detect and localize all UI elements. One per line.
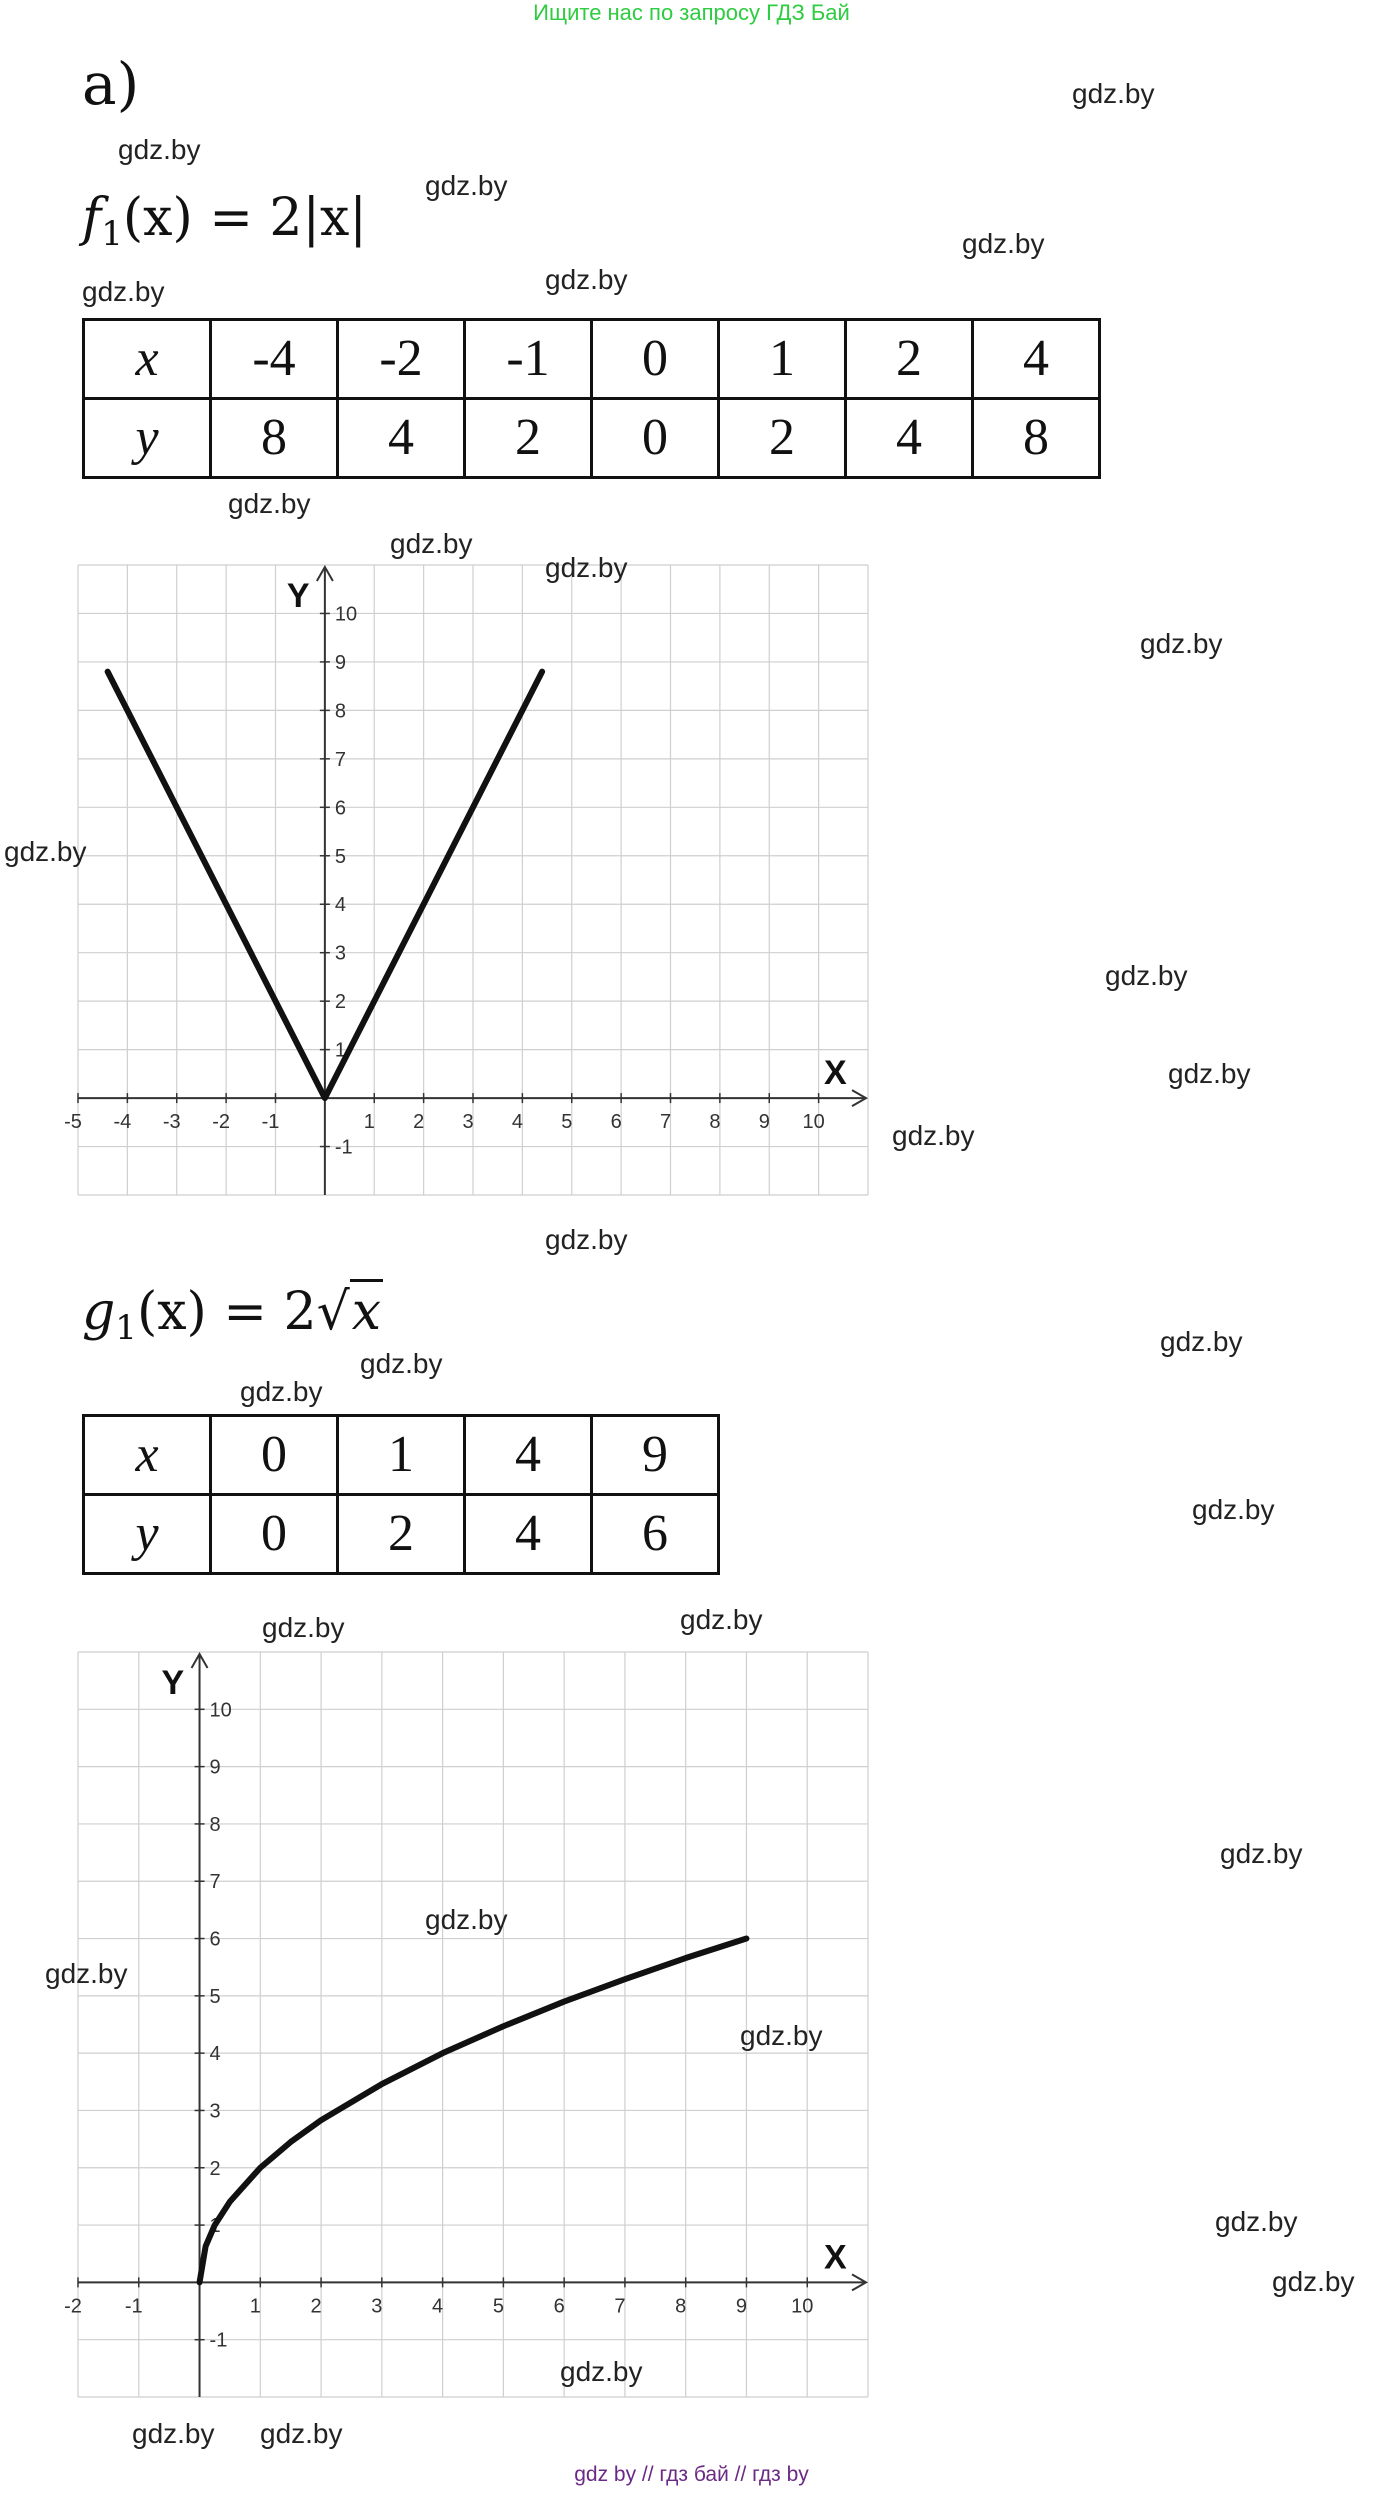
x-tick-label: 5 xyxy=(561,1111,573,1134)
formula-f1-rhs: = 2|x| xyxy=(209,188,367,248)
x-tick-label: -2 xyxy=(64,2295,82,2318)
table-f1-row-x xyxy=(84,320,1100,399)
y-tick-label: -1 xyxy=(334,1136,353,1159)
table-cell: 4 xyxy=(846,399,973,478)
x-tick-label: -3 xyxy=(162,1111,181,1134)
watermark: gdz.by xyxy=(132,2418,215,2449)
table-cell: 9 xyxy=(592,1416,719,1495)
x-tick-label: -4 xyxy=(113,1111,132,1134)
table-cell: 2 xyxy=(719,399,846,478)
watermark: gdz.by xyxy=(1168,1058,1251,1089)
table-cell: 2 xyxy=(846,320,973,399)
watermark: gdz.by xyxy=(4,836,87,867)
table-cell: 4 xyxy=(973,320,1100,399)
watermark: gdz.by xyxy=(1220,1838,1303,1869)
y-tick-label: 9 xyxy=(334,651,346,674)
y-tick-label: 7 xyxy=(209,1871,221,1894)
watermark: gdz.by xyxy=(1192,1494,1275,1525)
table-cell: -2 xyxy=(338,320,465,399)
watermark: gdz.by xyxy=(118,134,201,165)
y-tick-label: 7 xyxy=(334,748,346,771)
table-cell: -1 xyxy=(465,320,592,399)
part-label: а) xyxy=(82,50,140,118)
x-tick-label: 9 xyxy=(735,2295,748,2318)
top-banner[interactable]: Ищите нас по запросу ГДЗ Бай xyxy=(533,0,850,25)
watermark: gdz.by xyxy=(240,1376,323,1407)
x-tick-label: 3 xyxy=(462,1111,474,1134)
watermark: gdz.by xyxy=(360,1348,443,1379)
y-tick-label: 1 xyxy=(334,1039,346,1062)
watermark: gdz.by xyxy=(390,528,473,559)
y-tick-label: 10 xyxy=(209,1699,232,1722)
x-tick-label: -1 xyxy=(261,1111,280,1134)
y-tick-label: 2 xyxy=(334,991,346,1014)
table-f1-x-header: x xyxy=(84,320,211,399)
y-tick-label: 1 xyxy=(209,2215,221,2238)
x-tick-label: 4 xyxy=(511,1111,523,1134)
watermark: gdz.by xyxy=(262,1612,345,1643)
bottom-banner[interactable]: gdz by // гдз бай // гдз by xyxy=(574,2463,809,2486)
x-axis-label: X xyxy=(824,1054,847,1093)
formula-g1-subscript: 1 xyxy=(115,1308,137,1348)
watermark: gdz.by xyxy=(545,552,628,583)
x-tick-label: 7 xyxy=(659,1111,672,1134)
formula-g1-rhs: = 2 xyxy=(223,1282,317,1342)
table-cell: 4 xyxy=(338,399,465,478)
watermark: gdz.by xyxy=(260,2418,343,2449)
table-cell: 2 xyxy=(338,1495,465,1574)
watermark: gdz.by xyxy=(545,1224,628,1255)
formula-g1-name: g xyxy=(82,1282,116,1342)
watermark: gdz.by xyxy=(1272,2266,1355,2297)
watermark: gdz.by xyxy=(425,1904,508,1935)
watermark: gdz.by xyxy=(740,2020,823,2051)
watermark: gdz.by xyxy=(1072,78,1155,109)
x-tick-label: 8 xyxy=(675,2295,687,2318)
table-cell: 0 xyxy=(211,1416,338,1495)
watermark: gdz.by xyxy=(545,264,628,295)
watermark: gdz.by xyxy=(1140,628,1223,659)
table-cell: 2 xyxy=(465,399,592,478)
x-tick-label: 10 xyxy=(802,1111,825,1134)
y-tick-label: 3 xyxy=(334,942,346,965)
x-tick-label: 2 xyxy=(310,2295,322,2318)
watermark: gdz.by xyxy=(82,276,165,307)
table-cell: 1 xyxy=(719,320,846,399)
table-cell: 4 xyxy=(465,1495,592,1574)
formula-f1-name: f xyxy=(82,188,102,248)
table-cell: -4 xyxy=(211,320,338,399)
table-cell: 4 xyxy=(465,1416,592,1495)
table-cell: 8 xyxy=(211,399,338,478)
table-cell: 0 xyxy=(592,320,719,399)
x-tick-label: 6 xyxy=(553,2295,565,2318)
watermark: gdz.by xyxy=(892,1120,975,1151)
x-tick-label: 7 xyxy=(614,2295,626,2318)
table-g1-y-header: y xyxy=(84,1495,211,1574)
table-g1-row-y xyxy=(84,1495,719,1574)
y-tick-label: 3 xyxy=(209,2100,221,2123)
formula-f1 xyxy=(82,188,367,264)
table-cell: 0 xyxy=(592,399,719,478)
x-tick-label: 6 xyxy=(610,1111,622,1134)
y-axis-label: Y xyxy=(286,577,310,615)
watermark: gdz.by xyxy=(962,228,1045,259)
x-tick-label: 5 xyxy=(492,2295,504,2318)
watermark: gdz.by xyxy=(228,488,311,519)
x-tick-label: 4 xyxy=(432,2295,444,2318)
table-cell: 6 xyxy=(592,1495,719,1574)
formula-f1-argument: (x) xyxy=(122,188,193,248)
table-cell: 1 xyxy=(338,1416,465,1495)
x-tick-label: -1 xyxy=(124,2295,143,2318)
y-tick-label: 9 xyxy=(209,1756,221,1779)
table-g1-row-x xyxy=(84,1416,719,1495)
x-tick-label: -2 xyxy=(212,1111,231,1134)
formula-f1-subscript: 1 xyxy=(101,214,123,254)
y-tick-label: 6 xyxy=(209,1928,221,1951)
formula-g1-radicand: x xyxy=(350,1279,383,1342)
y-tick-label: 4 xyxy=(209,2043,221,2066)
watermark: gdz.by xyxy=(680,1604,763,1635)
formula-g1 xyxy=(82,1282,383,1358)
table-f1 xyxy=(82,318,1101,479)
watermark: gdz.by xyxy=(425,170,508,201)
y-tick-label: -1 xyxy=(209,2329,228,2352)
y-tick-label: 2 xyxy=(209,2157,221,2180)
x-tick-label: 9 xyxy=(758,1111,770,1134)
y-tick-label: 8 xyxy=(334,700,346,723)
table-f1-row-y xyxy=(84,399,1100,478)
y-tick-label: 8 xyxy=(209,1813,221,1836)
table-g1-x-header: x xyxy=(84,1416,211,1495)
x-tick-label: 1 xyxy=(363,1111,375,1134)
y-tick-label: 6 xyxy=(334,797,346,820)
table-cell: 0 xyxy=(211,1495,338,1574)
x-tick-label: 2 xyxy=(413,1111,425,1134)
x-axis-label: X xyxy=(824,2238,847,2277)
x-tick-label: 1 xyxy=(249,2295,261,2318)
y-tick-label: 5 xyxy=(334,845,346,868)
sqrt-symbol: √x xyxy=(317,1282,383,1342)
table-f1-y-header: y xyxy=(84,399,211,478)
graph-f1 xyxy=(64,565,878,1205)
watermark: gdz.by xyxy=(1215,2206,1298,2237)
watermark: gdz.by xyxy=(1105,960,1188,991)
table-cell: 8 xyxy=(973,399,1100,478)
watermark: gdz.by xyxy=(1160,1326,1243,1357)
watermark: gdz.by xyxy=(560,2356,643,2387)
formula-g1-argument: (x) xyxy=(136,1282,207,1342)
y-tick-label: 5 xyxy=(209,1985,221,2008)
x-tick-label: 3 xyxy=(371,2295,383,2318)
x-tick-label: -5 xyxy=(64,1111,82,1134)
y-tick-label: 4 xyxy=(334,894,346,917)
table-g1 xyxy=(82,1414,720,1575)
x-tick-label: 10 xyxy=(791,2295,814,2318)
y-tick-label: 10 xyxy=(334,603,358,626)
x-tick-label: 8 xyxy=(709,1111,721,1134)
y-axis-label: Y xyxy=(161,1664,185,1702)
watermark: gdz.by xyxy=(45,1958,128,1989)
